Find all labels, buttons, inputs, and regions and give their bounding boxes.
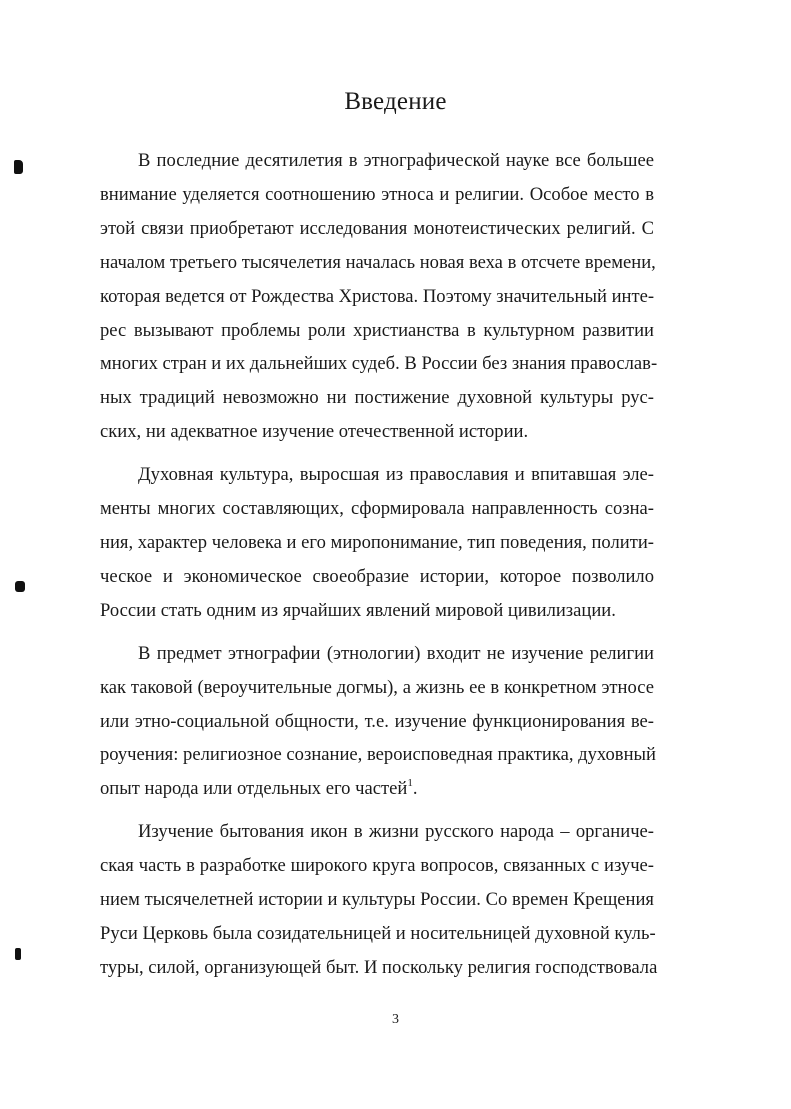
body-text (100, 144, 658, 985)
text-line: В предмет этнографии (этнологии) входит не изучение религии (138, 642, 654, 664)
text-line: многих стран и их дальнейших судеб. В России без знания православ- (100, 353, 658, 375)
text-line: ских, ни адекватное изучение отечественной истории. (100, 421, 529, 443)
text-line: этой связи приобретают исследования монотеистических религий. С (100, 217, 654, 239)
trailing-punctuation: . (412, 778, 418, 800)
text-line-with-footnote (100, 772, 654, 806)
scan-artifact-mark (15, 581, 25, 592)
paragraph-1 (100, 144, 658, 449)
text-line: ческое и экономическое своеобразие истории, которое позволило (100, 565, 654, 587)
text-line: ных традиций невозможно ни постижение духовной культуры рус- (100, 387, 654, 409)
text-line: или этно-социальной общности, т.е. изучение функционирования ве- (100, 710, 654, 732)
page-title: Введение (344, 88, 447, 115)
text-line: ская часть в разработке широкого круга вопросов, связанных с изуче- (100, 855, 654, 877)
paragraph-3 (100, 637, 654, 807)
text-line: туры, силой, организующей быт. И поскольку религия господствовала (100, 956, 658, 978)
text-line: Руси Церковь была созидательницей и носительницей духовной куль- (100, 922, 656, 944)
text-line: началом третьего тысячелетия началась новая веха в отсчете времени, (100, 251, 656, 273)
text-line: Духовная культура, выросшая из православия и впитавшая эле- (138, 464, 654, 486)
paragraph-2 (100, 458, 654, 628)
text-line: которая ведется от Рождества Христова. Поэтому значительный инте- (100, 285, 655, 307)
text-line: нием тысячелетней истории и культуры России. Со времен Крещения (100, 889, 654, 911)
text-line: менты многих составляющих, сформировала направленность созна- (100, 498, 654, 520)
text-line: Изучение бытования икон в жизни русского народа – органиче- (138, 821, 654, 843)
footnote-ref: 1 (407, 777, 413, 790)
scan-artifact-mark (14, 160, 23, 174)
paragraph-4 (100, 815, 658, 985)
text-line: как таковой (вероучительные догмы), а жизнь ее в конкретном этносе (100, 676, 654, 698)
scan-artifact-mark (15, 948, 21, 960)
text-line: внимание уделяется соотношению этноса и религии. Особое место в (100, 183, 654, 205)
text-line: России стать одним из ярчайших явлений мировой цивилизации. (100, 599, 616, 621)
text-line: ния, характер человека и его миропонимание, тип поведения, полити- (100, 531, 654, 553)
page-number: 3 (392, 1012, 399, 1027)
text-line: опыт народа или отдельных его частей (100, 778, 408, 800)
text-line: В последние десятилетия в этнографической науке все большее (138, 150, 654, 171)
text-line: рес вызывают проблемы роли христианства в культурном развитии (100, 319, 654, 341)
text-line: роучения: религиозное сознание, вероисповедная практика, духовный (100, 744, 656, 766)
